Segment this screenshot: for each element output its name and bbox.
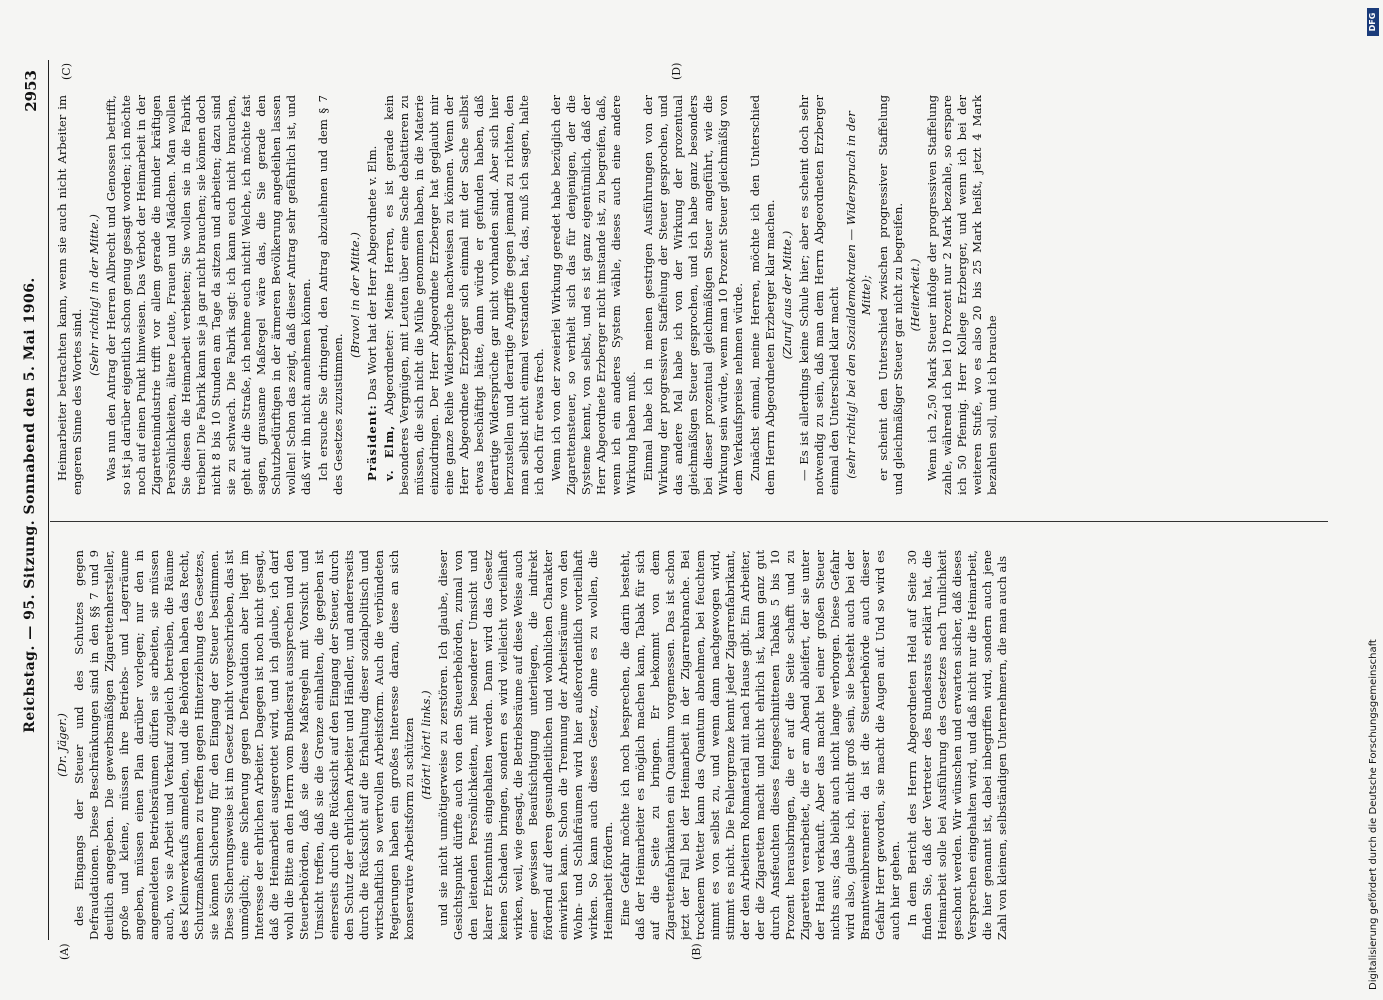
- paragraph: Heimarbeiter betrachten kann, wenn sie auch nicht Arbeiter im engeren Sinne des Wortes sind.: [55, 95, 84, 495]
- speaker-tag: (Dr. Jäger.): [55, 713, 69, 777]
- president-statement: [365, 95, 380, 495]
- right-column: [55, 95, 1328, 495]
- president-label: Präsident:: [365, 404, 379, 481]
- paragraph: In dem Bericht des Herrn Abgeordneten Held auf Seite 30 finden Sie, daß der Vertreter des Bundesrats erklärt hat, die Heimarbeit solle bei Ausführung des Gesetzes nach Tunlichkeit geschont werden. Wir wünschen und erwarten sicher, daß dieses Versprechen eingehalten wird, und daß nicht nur die Heimarbeit, die hier genannt ist, dabei inbegriffen wird, sondern auch jene Zahl von kleinen, selbständigen Unternehmern, die man auch als: [905, 550, 1009, 940]
- margin-label-c: (C): [60, 63, 73, 80]
- paragraph: Wenn ich von der zweierlei Wirkung geredet habe bezüglich der Zigarettensteuer, so verhielt sich das für denjenigen, der die Systeme kennt, von selbst, und es ist ganz eigentümlich, daß der Herr Abgeordnete Erzberger nicht imstande ist, zu begreifen, daß, wenn ich ein anderes System wähle, dieses auch eine andere Wirkung haben muß.: [549, 95, 638, 495]
- paragraph: — Es ist allerdings keine Schule hier; aber es scheint doch sehr notwendig zu sein, daß man dem Herrn Abgeordneten Erzberger einmal den Unterschied klar macht: [797, 95, 841, 495]
- interjection: (Sehr richtig! in der Mitte.): [87, 214, 101, 376]
- paragraph: des Eingangs der Steuer und des Schutzes gegen Defraudationen. Diese Beschränkungen sind in den §§ 7 und 9 deutlich angegeben. Die gewerbsmäßigen Zigarettenhersteller, große und kleine, müssen ihre Betriebs- und Lagerräume angeben, müssen einen Plan darüber vorlegen; nur den in angemeldeten Betriebsräumen dürfen sie arbeiten, sie müssen auch, wo sie Arbeit und Verkauf zugleich betreiben, die Räume des Kleinverkaufs anmelden, und die Behörden haben das Recht, Schutzmaßnahmen zu treffen gegen Hinterziehung des Gesetzes, sie können Sicherung für den Eingang der Steuer bestimmen. Diese Sicherungsweise ist im Gesetz nicht vorgeschrieben, das ist unmöglich; eine Sicherung gegen Defraudation aber liegt im Interesse der ehrlichen Arbeiter. Dagegen ist noch nicht gesagt, daß die Heimarbeit ausgerottet wird, und ich glaube, ich darf wohl die Bitte an den Herrn vom Bundesrat aussprechen und den Steuerbehörden, daß sie diese Maßregeln mit Vorsicht und Umsicht treffen, daß sie die Grenze einhalten, die gegeben ist einerseits durch die Rücksicht auf den Eingang der Steuer, durch den Schutz der ehrlichen Arbeiter und Händler, und andererseits durch die Rücksicht auf die Erhaltung dieser sozialpolitisch und wirtschaftlich so wertvollen Arbeitsform. Auch die verbündeten Regierungen haben ein großes Interesse daran, diese an sich konservative Arbeitsform zu schützen: [72, 550, 416, 940]
- paragraph: Einmal habe ich in meinen gestrigen Ausführungen von der Wirkung der progressiven Staffelung der Steuer gesprochen, und das andere Mal habe ich von der Wirkung der prozentual gleichmäßigen Steuer gesprochen, und ich habe ganz besonders bei dieser prozentual gleichmäßigen Steuer angeführt, wie die Wirkung sein würde, wenn man 10 Prozent Steuer gleichmäßig von dem Verkaufspreise nehmen würde.: [641, 95, 745, 495]
- interjection: (sehr richtig! bei den Sozialdemokraten — Widerspruch in der Mitte);: [844, 111, 873, 479]
- interjection: (Bravo! in der Mitte.): [348, 232, 362, 358]
- paragraph: Abgeordneter: Meine Herren, es ist gerade kein besonderes Vergnügen, mit Leuten über eine Sache debattieren zu müssen, die sich nicht die Mühe genommen haben, in die Materie einzudringen. Der Herr Abgeordnete Erzberger hat geglaubt mir eine ganze Reihe Widersprüche nachweisen zu können. Wenn der Herr Abgeordnete Erzberger sich einmal mit der Sache selbst etwas beschäftigt hätte, dann würde er gefunden haben, daß derartige Widersprüche gar nicht vorhanden sind. Aber sich hier herzustellen und derartige Angriffe gegen jemand zu richten, den man selbst nicht einmal verstanden hat, das, muß ich sagen, halte ich doch für etwas frech.: [382, 95, 546, 495]
- interjection: (Heiterkeit.): [908, 258, 922, 332]
- paragraph: Wenn ich 2,50 Mark Steuer infolge der progressiven Staffelung zahle, während ich bei 10 Prozent nur 2 Mark bezahle, so erspare ich 50 Pfennig. Herr Kollege Erzberger, und wenn ich bei der weiteren Stufe, wo es also 20 bis 25 Mark heißt, jetzt 4 Mark bezahlen soll, und ich brauche: [925, 95, 999, 495]
- paragraph: Zunächst einmal, meine Herren, möchte ich den Unterschied dem Herrn Abgeordneten Erzberger klar machen.: [748, 95, 777, 495]
- president-text: Das Wort hat der Herr Abgeordnete v. Elm.: [365, 145, 379, 401]
- page-number: 2953: [22, 70, 40, 112]
- margin-label-d: (D): [670, 62, 683, 80]
- page-title: Reichstag. — 95. Sitzung. Sonnabend den 5. Mai 1906.: [22, 277, 38, 733]
- column-divider: [50, 521, 1328, 522]
- margin-label-b: (B): [690, 943, 703, 960]
- interjection: (Zuruf aus der Mitte.): [780, 230, 794, 360]
- page-header: [22, 70, 44, 940]
- paragraph: Ich ersuche Sie dringend, den Antrag abzulehnen und dem § 7 des Gesetzes zuzustimmen.: [316, 95, 345, 495]
- paragraph: Was nun den Antrag der Herren Albrecht und Genossen betrifft, so ist ja darüber eigentlich schon genug gesagt worden; ich möchte noch auf einen Punkt hinweisen. Das Verbot der Heimarbeit in der Zigarettenindustrie trifft vor allem gerade die minder kräftigen Persönlichkeiten, ältere Leute, Frauen und Mädchen. Man wollen Sie diesen die Heimarbeit verbieten; Sie wollen sie in die Fabrik treiben! Die Fabrik kann sie ja gar nicht brauchen; sie können doch nicht 8 bis 10 Stunden am Tage da sitzen und arbeiten; dazu sind sie zu schwach. Die Fabrik sagt: ich kann euch nicht brauchen, geht auf die Straße, ich nehme euch nicht! Welche, ich möchte fast sagen, grausame Maßregel wäre das, die Sie gerade den Schutzbedürftigen in der ärmeren Bevölkerung angedeihen lassen wollen! Schon das zeigt, daß dieser Antrag sehr gefährlich ist, und daß wir ihn nicht annehmen können.: [104, 95, 313, 495]
- paragraph: er scheint den Unterschied zwischen progressiver Staffelung und gleichmäßiger Steuer gar nicht zu begreifen.: [876, 95, 905, 495]
- footer-text: Digitalisierung gefördert durch die Deutsche Forschungsgemeinschaft: [1368, 639, 1379, 990]
- dfg-logo-icon: DFG: [1367, 8, 1379, 36]
- paragraph: Eine Gefahr möchte ich noch besprechen, die darin besteht, daß der Heimarbeiter es möglich machen kann, Tabak für sich auf die Seite zu bringen. Er bekommt von dem Zigarettenfabrikanten ein Quantum vorgemessen. Das ist schon jetzt der Fall bei der Heimarbeit in der Zigarrenbranche. Bei trockenem Wetter kann das Quantum abnehmen, bei feuchtem nimmt es von selbst zu, und wenn dann nachgewogen wird, stimmt es nicht. Die Fehlergrenze kennt jeder Zigarrenfabrikant, der den Arbeitern Rohmaterial mit nach Hause gibt. Ein Arbeiter, der die Zigaretten macht und nicht ehrlich ist, kann ganz gut durch Ansfeuchten dieses feingeschnittenen Tabaks 5 bis 10 Prozent herausbringen, die er auf die Seite schafft und zu Zigaretten verarbeitet, die er am Abend ableifert, der sie unter der Hand verkauft. Aber das macht bei einer großen Steuer nichts aus; das bleibt auch nicht lange verborgen. Diese Gefahr wird also, glaube ich, nicht groß sein, sie besteht auch bei der Branntweinbrennerei: da ist die Steuerbehörde auch dieser Gefahr Herr geworden, sie macht die Augen auf. Und so wird es auch hier gehen.: [618, 550, 902, 940]
- paragraph: und sie nicht unnötigerweise zu zerstören. Ich glaube, dieser Gesichtspunkt dürfte auch von den Steuerbehörden, zumal von den leitenden Persönlichkeiten, mit besonderer Umsicht und klarer Erkenntnis eingehalten werden. Dann wird das Gesetz keinen Schaden bringen, sondern es wird vielleicht vorteilhaft wirken, weil, wie gesagt, die Betriebsräume auf diese Weise auch einer gewissen Beaufsichtigung unterliegen, die indirekt fördernd auf deren gesundheitlichen und wohnlichen Charakter einwirken kann. Schon die Trennung der Arbeitsräume von den Wohn- und Schlafräumen wird hier außerordentlich vorteilhaft wirken. So kann auch dieses Gesetz, ohne es zu wollen, die Heimarbeit fördern.: [436, 550, 615, 940]
- margin-label-a: (A): [58, 943, 71, 960]
- header-rule: [48, 60, 49, 940]
- speech-paragraph: [382, 95, 547, 495]
- interjection: (Hört! hört! links.): [419, 690, 433, 800]
- left-column: [55, 550, 1328, 940]
- speaker-label: v. Elm,: [382, 424, 396, 481]
